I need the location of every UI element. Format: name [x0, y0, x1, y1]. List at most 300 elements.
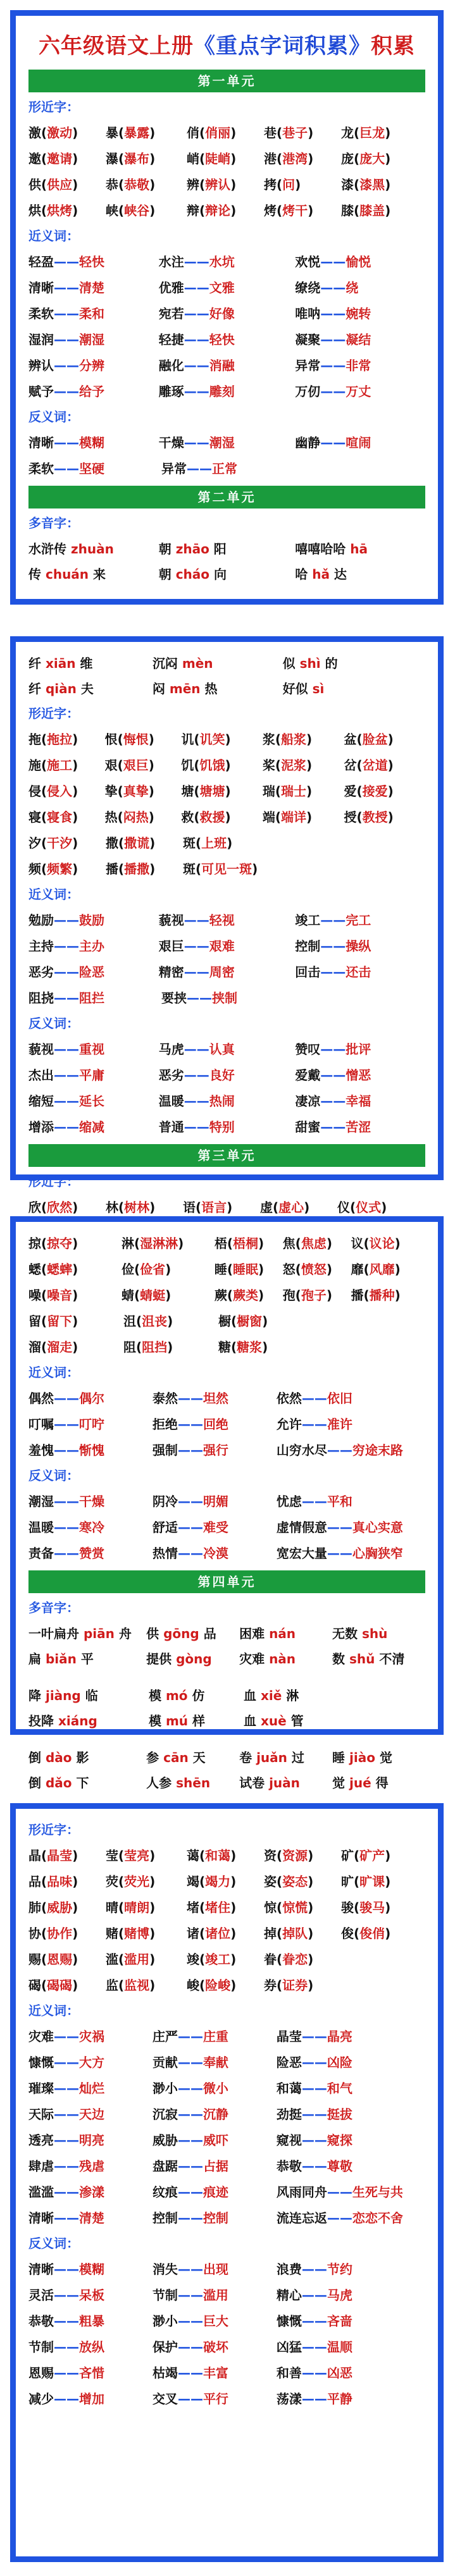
- pair-cell: [28, 988, 161, 1006]
- pinyin-word: 好似: [282, 681, 313, 696]
- pair-cell: [277, 1517, 425, 1536]
- pair-answer: 出现: [203, 2262, 228, 2277]
- pair-answer: 增加: [79, 2391, 104, 2407]
- pair-cell: [159, 1091, 296, 1109]
- paren-open: (: [277, 203, 283, 218]
- char: 肺: [28, 1900, 41, 1915]
- char-cell: [218, 1311, 288, 1329]
- pair-row: [28, 2255, 425, 2281]
- pair-dash: ——: [320, 1119, 346, 1135]
- pair-answer: 阻拦: [79, 990, 104, 1006]
- pair-answer: 操纵: [346, 939, 371, 954]
- char-cell: [28, 807, 105, 825]
- pair-word: 忧虑: [276, 1494, 302, 1509]
- char-cell: [187, 1846, 264, 1864]
- char-word: 资源: [282, 1848, 308, 1863]
- pair-cell: [28, 962, 159, 980]
- char: 仪: [337, 1200, 350, 1215]
- pair-dash: ——: [184, 1119, 209, 1135]
- paren-close: ): [167, 1314, 173, 1329]
- pair-answer: 丰富: [203, 2365, 228, 2381]
- pair-row: [28, 1384, 425, 1410]
- pair-answer: 偶尔: [79, 1391, 104, 1406]
- pinyin-cell: [28, 653, 153, 672]
- pair-cell: [159, 355, 296, 374]
- paren-open: (: [41, 732, 47, 747]
- char: 饥: [181, 758, 194, 773]
- pinyin: gōng: [163, 1625, 199, 1641]
- pair-row: [28, 2126, 425, 2152]
- pair-dash: ——: [301, 1391, 327, 1406]
- char-cell: [105, 729, 182, 748]
- pair-dash: ——: [320, 358, 346, 373]
- paren-close: ): [225, 732, 231, 747]
- char-word: 邀请: [47, 151, 73, 166]
- paren-open: (: [134, 1262, 140, 1277]
- pair-answer: 准许: [327, 1417, 352, 1432]
- char-word: 干汐: [47, 835, 73, 851]
- pair-dash: ——: [184, 358, 209, 373]
- pinyin: hǎ: [312, 566, 330, 582]
- pair-dash: ——: [187, 461, 212, 476]
- char-word: 峡谷: [124, 203, 150, 218]
- pinyin-row: [28, 535, 425, 560]
- pinyin-word: 困难: [239, 1625, 270, 1641]
- char: 淋: [121, 1236, 134, 1251]
- paren-open: (: [118, 861, 125, 877]
- char: 监: [106, 1978, 118, 1993]
- char: 汐: [28, 835, 41, 851]
- pinyin: cháo: [175, 566, 210, 582]
- pair-row: [28, 1513, 425, 1539]
- pair-cell: [277, 2052, 425, 2071]
- section-label: 反义词：: [28, 1016, 79, 1031]
- char-cell: [28, 833, 106, 851]
- pair-answer: 热闹: [209, 1094, 235, 1109]
- char: 俭: [121, 1262, 134, 1277]
- pinyin-cell: [244, 1685, 339, 1704]
- paren-close: ): [72, 732, 78, 747]
- pair-word: 温暖: [28, 1520, 54, 1535]
- unit-banner: 第二单元: [28, 486, 425, 508]
- char-word: 滥用: [124, 1952, 150, 1967]
- char: 暴: [106, 125, 118, 140]
- pair-word: 赋予: [28, 384, 54, 399]
- pair-dash: ——: [54, 461, 79, 476]
- pair-row: [28, 1436, 425, 1462]
- char-row: [28, 777, 425, 803]
- pair-answer: 清楚: [79, 2210, 104, 2226]
- section-label: 多音字：: [28, 515, 79, 531]
- char: 峡: [106, 203, 118, 218]
- pair-cell: [28, 252, 159, 270]
- pair-row: [28, 274, 425, 300]
- pair-word: 柔软: [28, 461, 54, 476]
- card-unit-one: [10, 10, 444, 605]
- pinyin-cell: [283, 653, 425, 672]
- pair-dash: ——: [177, 1443, 203, 1458]
- paren-open: (: [363, 1288, 370, 1303]
- pair-answer: 重视: [79, 1042, 104, 1057]
- char-word: 语言: [201, 1200, 227, 1215]
- section-label: 形近字：: [28, 1174, 79, 1189]
- pair-dash: ——: [301, 2159, 327, 2174]
- char-word: 问: [282, 177, 296, 192]
- pair-cell: [28, 2182, 153, 2200]
- char: 施: [28, 758, 41, 773]
- char: 撒: [106, 835, 118, 851]
- char-row: [28, 145, 425, 171]
- pair-dash: ——: [177, 2262, 203, 2277]
- pair-dash: ——: [54, 1494, 79, 1509]
- section-label: 多音字：: [28, 1600, 79, 1615]
- pair-dash: ——: [54, 358, 79, 373]
- pair-word: 宛若: [158, 306, 184, 321]
- paren-open: (: [41, 1340, 47, 1355]
- pair-answer: 穷途末路: [352, 1443, 403, 1458]
- char: 溜: [28, 1340, 41, 1355]
- pair-dash: ——: [54, 1094, 79, 1109]
- char-cell: [260, 1197, 337, 1216]
- pair-answer: 平静: [327, 2391, 352, 2407]
- char-word: 上班: [201, 835, 227, 851]
- pair-dash: ——: [54, 2133, 79, 2148]
- pair-dash: ——: [54, 1042, 79, 1057]
- pair-dash: ——: [54, 306, 79, 321]
- pair-word: 消失: [152, 2262, 178, 2277]
- char: 端: [262, 810, 275, 825]
- pair-dash: ——: [177, 2055, 203, 2070]
- pair-answer: 马虎: [327, 2288, 352, 2303]
- char-word: 寝食: [47, 810, 73, 825]
- char-cell: [218, 1337, 288, 1355]
- pinyin-word: 投降: [28, 1713, 58, 1729]
- pair-dash: ——: [184, 332, 209, 347]
- char-word: 树林: [124, 1200, 150, 1215]
- char-word: 橱窗: [237, 1314, 263, 1329]
- char-row: [28, 855, 425, 881]
- paren-open: (: [118, 1926, 125, 1941]
- unit-banner: 第一单元: [28, 70, 425, 92]
- char-word: 掉队: [282, 1926, 308, 1941]
- pair-cell: [28, 910, 159, 928]
- char: 俏: [187, 125, 199, 140]
- pair-word: 马虎: [158, 1042, 184, 1057]
- pair-cell: [295, 910, 425, 928]
- paren-close: ): [230, 177, 237, 192]
- pinyin-word: 似: [282, 655, 300, 671]
- paren-close: ): [72, 758, 78, 773]
- paren-open: (: [356, 732, 363, 747]
- section-label: 近义词：: [28, 1365, 79, 1380]
- pair-cell: [28, 2389, 153, 2407]
- pinyin-word: 血: [244, 1687, 261, 1703]
- char-cell: [28, 1923, 106, 1942]
- char: 糖: [218, 1340, 231, 1355]
- char: 赌: [106, 1926, 118, 1941]
- title-highlight: 《重点字词积累》: [194, 34, 371, 59]
- pair-cell: [159, 304, 296, 322]
- pair-dash: ——: [327, 1520, 352, 1535]
- char-word: 俭省: [140, 1262, 166, 1277]
- char: 蟋: [28, 1262, 41, 1277]
- pair-cell: [159, 936, 296, 954]
- pair-word: 清晰: [28, 435, 54, 450]
- char-cell: [341, 123, 423, 141]
- char-cell: [263, 807, 344, 825]
- pair-word: 节制: [28, 2339, 54, 2355]
- paren-close: ): [149, 203, 156, 218]
- pair-answer: 挺拔: [327, 2107, 352, 2122]
- pair-cell: [277, 1543, 425, 1562]
- title-prefix: 六年级语文上册: [39, 34, 194, 59]
- pair-word: 唯呐: [295, 306, 321, 321]
- pair-cell: [161, 459, 301, 477]
- paren-close: ): [230, 203, 237, 218]
- pair-cell: [159, 330, 296, 348]
- char-cell: [263, 755, 344, 773]
- pair-row: [28, 2359, 425, 2385]
- pair-answer: 主办: [79, 939, 104, 954]
- char-row: [28, 119, 425, 145]
- char-word: 梧桐: [233, 1236, 259, 1251]
- paren-close: ): [72, 1848, 78, 1863]
- pair-word: 交叉: [152, 2391, 178, 2407]
- pinyin-cell: [332, 1773, 425, 1791]
- char-cell: [28, 1897, 106, 1916]
- pair-dash: ——: [327, 2210, 352, 2226]
- paren-open: (: [41, 203, 47, 218]
- char-cell: [187, 1871, 264, 1890]
- char-word: 虚心: [278, 1200, 304, 1215]
- char-cell: [351, 1285, 425, 1303]
- pair-cell: [159, 278, 296, 296]
- pinyin-word: 参: [146, 1749, 164, 1765]
- char-word: 欣然: [47, 1200, 73, 1215]
- pinyin-word: 觉: [332, 1775, 350, 1790]
- pair-cell: [277, 2078, 425, 2097]
- pinyin-word: 沉闷: [152, 655, 182, 671]
- pair-dash: ——: [54, 2391, 79, 2407]
- char-word: 险峻: [205, 1978, 231, 1993]
- pair-dash: ——: [301, 1494, 327, 1509]
- pair-answer: 天边: [79, 2107, 104, 2122]
- char-row: [28, 1971, 425, 1997]
- char-word: 俏丽: [205, 125, 231, 140]
- paren-open: (: [273, 1200, 279, 1215]
- pair-dash: ——: [320, 913, 346, 928]
- char-cell: [263, 729, 344, 748]
- pair-answer: 文雅: [209, 280, 235, 295]
- pair-word: 叮嘱: [28, 1417, 54, 1432]
- pair-dash: ——: [320, 306, 346, 321]
- pair-word: 责备: [28, 1546, 54, 1561]
- paren-open: (: [117, 784, 123, 799]
- paren-close: ): [230, 125, 237, 140]
- pair-answer: 水坑: [209, 254, 235, 269]
- pinyin-row: [28, 1769, 425, 1794]
- pair-answer: 特别: [209, 1119, 235, 1135]
- pair-answer: 滥用: [203, 2288, 228, 2303]
- paren-close: ): [230, 1900, 237, 1915]
- paren-close: ): [165, 1288, 171, 1303]
- section-label: 形近字：: [28, 706, 79, 721]
- pair-row: [28, 932, 425, 958]
- pair-cell: [28, 1491, 153, 1510]
- char-cell: [264, 1846, 341, 1864]
- paren-close: ): [295, 177, 301, 192]
- pinyin-word: 供: [146, 1625, 164, 1641]
- char-cell: [187, 200, 264, 219]
- pair-answer: 回绝: [203, 1417, 228, 1432]
- pair-dash: ——: [177, 2185, 203, 2200]
- char-word: 播撒: [124, 861, 150, 877]
- paren-close: ): [258, 1262, 265, 1277]
- pair-answer: 喧闹: [346, 435, 371, 450]
- pair-answer: 轻快: [79, 254, 104, 269]
- pair-word: 凄凉: [295, 1094, 321, 1109]
- paren-close: ): [385, 1926, 391, 1941]
- char: 塘: [181, 784, 194, 799]
- char-cell: [181, 781, 263, 799]
- char-row: [28, 751, 425, 777]
- paren-open: (: [41, 861, 47, 877]
- pair-word: 山穷水尽: [276, 1443, 327, 1458]
- pinyin-cell: [28, 1685, 149, 1704]
- char-word: 沮丧: [142, 1314, 168, 1329]
- pair-cell: [28, 1517, 153, 1536]
- char-cell: [28, 1975, 106, 1994]
- paren-close: ): [165, 1262, 171, 1277]
- pair-dash: ——: [54, 2262, 79, 2277]
- pinyin-word: 扁: [28, 1651, 46, 1667]
- pair-cell: [277, 2311, 425, 2329]
- pair-cell: [295, 1039, 425, 1057]
- char-cell: [187, 149, 264, 167]
- char: 巷: [264, 125, 277, 140]
- pair-word: 精密: [158, 964, 184, 980]
- pinyin-word: 闷: [152, 681, 170, 696]
- pinyin-tail: 样: [188, 1713, 206, 1729]
- pinyin: mó: [165, 1687, 188, 1703]
- pair-answer: 明媚: [203, 1494, 228, 1509]
- char-cell: [122, 1285, 215, 1303]
- char: 欣: [28, 1200, 41, 1215]
- paren-open: (: [41, 784, 47, 799]
- paren-close: ): [149, 125, 156, 140]
- char-word: 蕨类: [233, 1288, 259, 1303]
- pair-answer: 还击: [346, 964, 371, 980]
- pair-word: 璀璨: [28, 2081, 54, 2096]
- pair-dash: ——: [54, 2185, 79, 2200]
- paren-open: (: [194, 732, 200, 747]
- paren-close: ): [72, 1874, 78, 1889]
- paren-close: ): [230, 1978, 237, 1993]
- paren-close: ): [262, 1340, 268, 1355]
- paren-open: (: [136, 1340, 142, 1355]
- pinyin-cell: [28, 1773, 146, 1791]
- char-row: [28, 1894, 425, 1920]
- pair-cell: [295, 962, 425, 980]
- pair-answer: 晶亮: [327, 2029, 352, 2044]
- paren-close: ): [306, 810, 313, 825]
- pair-answer: 婉转: [346, 306, 371, 321]
- paren-close: ): [225, 810, 231, 825]
- pair-row: [28, 2333, 425, 2359]
- paren-close: ): [148, 732, 154, 747]
- paren-open: (: [277, 1874, 283, 1889]
- pair-dash: ——: [177, 2365, 203, 2381]
- pair-answer: 呆板: [79, 2288, 104, 2303]
- pair-word: 和蔼: [276, 2081, 302, 2096]
- char-word: 供应: [47, 177, 73, 192]
- pinyin: dǎo: [45, 1775, 72, 1790]
- pair-word: 窥视: [276, 2133, 302, 2148]
- paren-open: (: [41, 1978, 47, 1993]
- char-cell: [283, 1233, 351, 1252]
- card-unit-three-four: [10, 1216, 444, 1790]
- char-word: 旷课: [359, 1874, 385, 1889]
- pair-word: 纹痕: [152, 2185, 178, 2200]
- pair-cell: [28, 459, 161, 477]
- paren-open: (: [354, 125, 360, 140]
- pair-cell: [277, 2130, 425, 2148]
- paren-open: (: [194, 810, 200, 825]
- paren-open: (: [363, 1236, 370, 1251]
- pair-answer: 真心实意: [352, 1520, 403, 1535]
- pair-word: 艰巨: [158, 939, 184, 954]
- pair-dash: ——: [177, 2391, 203, 2407]
- pair-row: [28, 2204, 425, 2230]
- char: 掉: [264, 1926, 277, 1941]
- char: 爱: [344, 784, 357, 799]
- pair-row: [28, 1410, 425, 1436]
- pair-answer: 大方: [79, 2055, 104, 2070]
- pair-cell: [295, 304, 425, 322]
- pair-row: [28, 2100, 425, 2126]
- paren-open: (: [118, 1848, 125, 1863]
- pair-word: 虚情假意: [276, 1520, 327, 1535]
- pair-cell: [153, 1414, 277, 1433]
- pair-dash: ——: [320, 964, 346, 980]
- section-label: 反义词：: [28, 1468, 79, 1483]
- char-row: [28, 1842, 425, 1868]
- char-word: 威胁: [47, 1900, 73, 1915]
- pair-answer: 恋恋不舍: [352, 2210, 403, 2226]
- char-word: 端详: [281, 810, 307, 825]
- char-word: 竣工: [205, 1952, 231, 1967]
- pinyin-cell: [244, 1711, 339, 1729]
- paren-open: (: [277, 125, 283, 140]
- char: 斑: [183, 861, 196, 877]
- paren-close: ): [308, 203, 314, 218]
- char: 峻: [187, 1978, 199, 1993]
- char-cell: [122, 1259, 215, 1278]
- pair-cell: [28, 1091, 159, 1109]
- char: 晴: [106, 1900, 118, 1915]
- pinyin: nàn: [269, 1651, 296, 1667]
- char: 挚: [104, 784, 118, 799]
- char: 漆: [341, 177, 354, 192]
- pinyin: sì: [312, 681, 325, 696]
- char-row: [28, 1920, 425, 1945]
- pair-answer: 平庸: [79, 1068, 104, 1083]
- section-label: 近义词：: [28, 887, 79, 902]
- char-row: [28, 1333, 425, 1359]
- pair-dash: ——: [301, 2391, 327, 2407]
- char: 姿: [264, 1874, 277, 1889]
- pair-dash: ——: [320, 332, 346, 347]
